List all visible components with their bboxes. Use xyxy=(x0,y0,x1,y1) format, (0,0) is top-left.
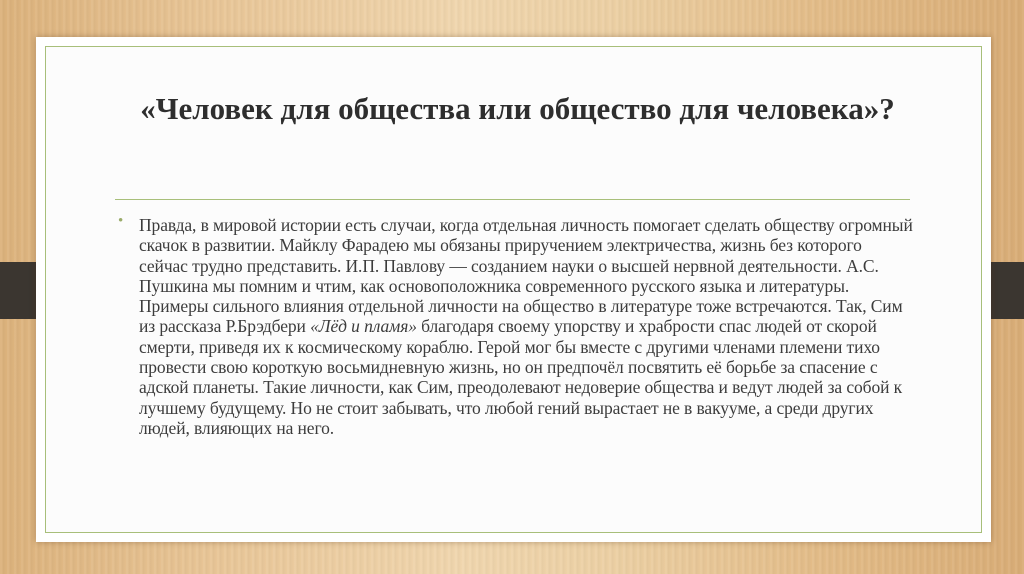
story-title-italic: «Лёд и пламя» xyxy=(310,316,417,337)
title-divider xyxy=(115,199,910,200)
body-text-part-1: Правда, в мировой истории есть случаи, когда отдельная личность помогает сделать обществу огромный скачок в развитии. Майклу Фарадею мы обязаны приручением электричества, жизнь без которого сейчас трудно представить. И.П. Павлову — созданием науки о высшей нервной деятельности. А.С. Пушкина мы помним и чтим, как основоположника современного русского языка и литературы. Примеры сильного влияния отдельной личности на общество в литературе тоже встречаются. Так, Сим из рассказа Р.Брэдбери xyxy=(139,215,913,337)
slide-title: «Человек для общества или общество для человека»? xyxy=(140,91,895,126)
bullet-icon: • xyxy=(118,213,124,229)
body-text-part-2: благодаря своему упорству и храбрости спас людей от скорой смерти, приведя их к космическому кораблю. Герой мог бы вместе с другими членами племени тихо провести свою короткую восьмидневную жизнь, но он предпочёл посвятить её борьбе за спасение с адской планеты. Такие личности, как Сим, преодолевают недоверие общества и ведут людей за собой к лучшему будущему. Но не стоит забывать, что любой гений вырастает не в вакууме, а среди других людей, влияющих на него. xyxy=(139,316,903,438)
slide-body-text xyxy=(139,215,914,438)
